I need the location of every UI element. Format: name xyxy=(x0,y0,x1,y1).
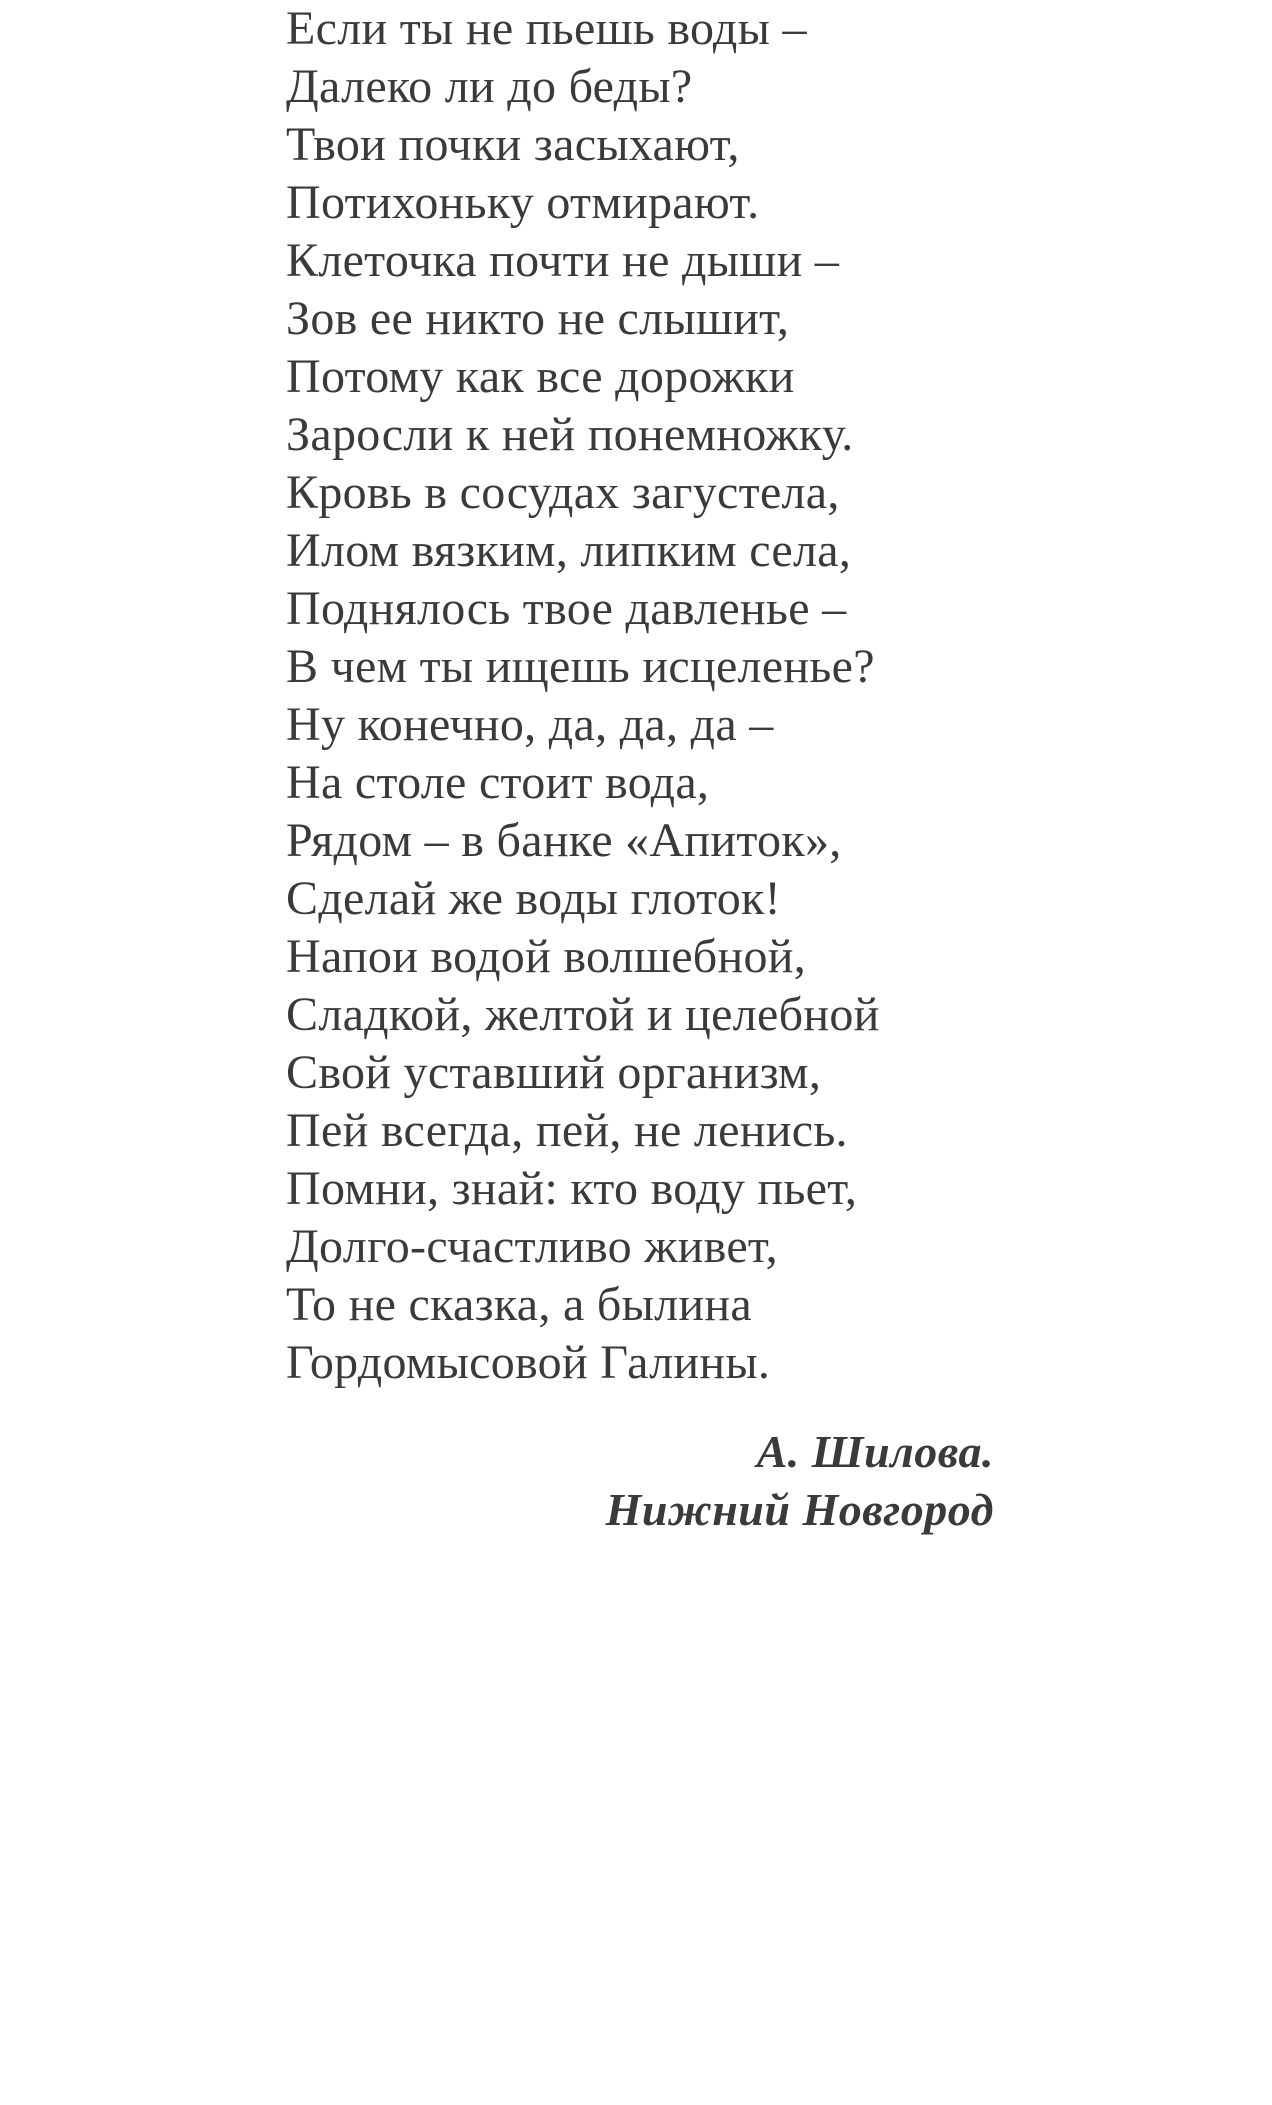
poem-line: Клеточка почти не дыши – xyxy=(286,234,840,287)
poem-line: Свой уставший организм, xyxy=(286,1046,822,1099)
poem-line: То не сказка, а былина xyxy=(286,1278,752,1331)
poem-line: Зов ее никто не слышит, xyxy=(286,292,790,345)
poem-line: Заросли к ней понемножку. xyxy=(286,408,854,461)
author-name: А. Шилова. xyxy=(756,1426,994,1477)
poem-line: Далеко ли до беды? xyxy=(286,60,693,113)
poem-text xyxy=(286,0,1006,1392)
poem-line: Потихоньку отмирают. xyxy=(286,176,760,229)
poem-line: Долго-счастливо живет, xyxy=(286,1220,778,1273)
poem-line: Рядом – в банке «Апиток», xyxy=(286,814,842,867)
poem-line: Твои почки засыхают, xyxy=(286,118,740,171)
poem-line: В чем ты ищешь исцеленье? xyxy=(286,640,875,693)
poem-line: Напои водой волшебной, xyxy=(286,930,807,983)
poem-line: Ну конечно, да, да, да – xyxy=(286,698,774,751)
poem-line: Сладкой, желтой и целебной xyxy=(286,988,880,1041)
poem-line: Потому как все дорожки xyxy=(286,350,795,403)
poem-line: На столе стоит вода, xyxy=(286,756,710,809)
poem-line: Сделай же воды глоток! xyxy=(286,872,781,925)
signature-block xyxy=(606,1423,994,1539)
poem-line: Если ты не пьешь воды – xyxy=(286,2,807,55)
poem-line: Илом вязким, липким села, xyxy=(286,524,852,577)
poem-line: Гордомысовой Галины. xyxy=(286,1336,771,1389)
poem-line: Поднялось твое давленье – xyxy=(286,582,847,635)
poem-line: Кровь в сосудах загустела, xyxy=(286,466,840,519)
poem-line: Помни, знай: кто воду пьет, xyxy=(286,1162,858,1215)
poem-line: Пей всегда, пей, не ленись. xyxy=(286,1104,848,1157)
author-city: Нижний Новгород xyxy=(605,1484,994,1535)
